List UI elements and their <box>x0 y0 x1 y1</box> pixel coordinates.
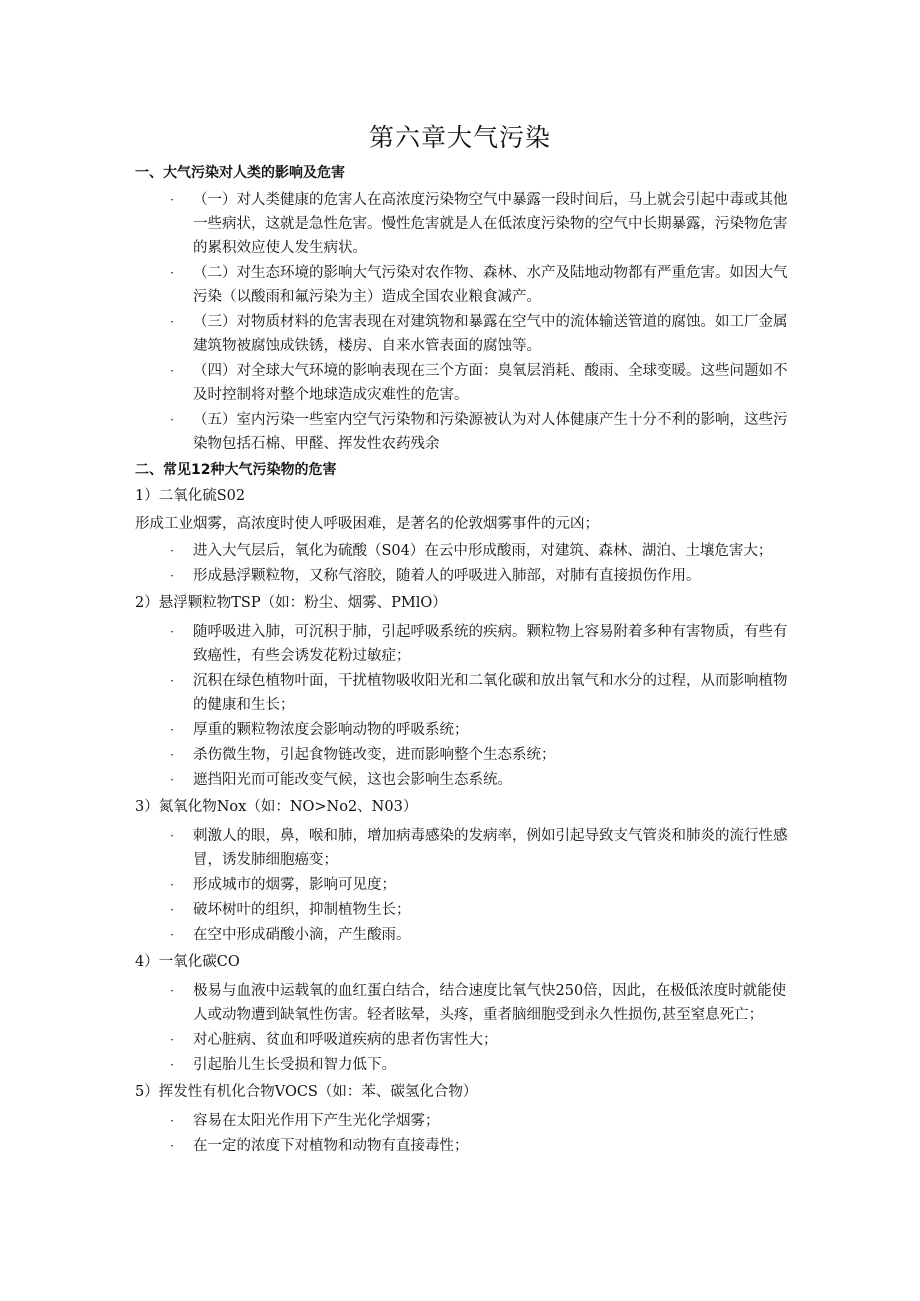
pollutant-list-nox <box>135 824 795 947</box>
list-item: · 极易与血液中运载氧的血红蛋白结合，结合速度比氧气快250倍，因此，在极低浓度时就能使人或动物遭到缺氧性伤害。轻者眩晕，头疼，重者脑细胞受到永久性损伤,甚至窒息死亡； <box>135 979 795 1027</box>
pollutant-heading-vocs: 5）挥发性有机化合物VOCS（如：苯、碳氢化合物） <box>135 1084 478 1100</box>
list-item: · 进入大气层后，氧化为硫酸（S04）在云中形成酸雨，对建筑、森林、湖泊、土壤危害大； <box>135 539 795 563</box>
bullet-icon: · <box>170 364 174 378</box>
list-item: · （二）对生态环境的影响大气污染对农作物、森林、水产及陆地动物都有严重危害。如因大气污染（以酸雨和氟污染为主）造成全国农业粮食减产。 <box>135 261 795 309</box>
pollutant-heading-co: 4）一氧化碳CO <box>135 954 240 970</box>
list-item: · 破坏树叶的组织，抑制植物生长； <box>135 898 795 922</box>
pollutant-list-co <box>135 979 795 1077</box>
list-item: · 随呼吸进入肺，可沉积于肺，引起呼吸系统的疾病。颗粒物上容易附着多种有害物质，有些有致癌性，有些会诱发花粉过敏症； <box>135 620 795 668</box>
bullet-icon: · <box>170 315 174 329</box>
list-item: · 形成悬浮颗粒物，又称气溶胶，随着人的呼吸进入肺部，对肺有直接损伤作用。 <box>135 564 795 588</box>
bullet-icon: · <box>170 569 174 583</box>
list-item: · 刺激人的眼，鼻，喉和肺，增加病毒感染的发病率，例如引起导致支气管炎和肺炎的流行性感冒，诱发肺细胞癌变； <box>135 824 795 872</box>
list-item: · 遮挡阳光而可能改变气候，这也会影响生态系统。 <box>135 768 795 792</box>
list-item: · 厚重的颗粒物浓度会影响动物的呼吸系统； <box>135 718 795 742</box>
pollutant-heading-nox: 3）氮氧化物Nox（如：NO>No2、N03） <box>135 799 418 815</box>
pollutant-list-vocs <box>135 1109 795 1158</box>
bullet-icon: · <box>170 928 174 942</box>
pollutant-heading-so2: 1）二氧化硫S02 <box>135 488 246 504</box>
list-item: · 对心脏病、贫血和呼吸道疾病的患者伤害性大； <box>135 1028 795 1052</box>
list-item: · 在空中形成硝酸小滴，产生酸雨。 <box>135 923 795 947</box>
pollutant-heading-tsp: 2）悬浮颗粒物TSP（如：粉尘、烟雾、PMlO） <box>135 595 447 611</box>
list-item: · 容易在太阳光作用下产生光化学烟雾； <box>135 1109 795 1133</box>
list-item: · （四）对全球大气环境的影响表现在三个方面：臭氧层消耗、酸雨、全球变暖。这些问题如不及时控制将对整个地球造成灾难性的危害。 <box>135 359 795 407</box>
chapter-title: 第六章大气污染 <box>368 123 551 152</box>
list-item: · 沉积在绿色植物叶面，干扰植物吸收阳光和二氧化碳和放出氧气和水分的过程，从而影响植物的健康和生长； <box>135 669 795 717</box>
bullet-icon: · <box>170 193 174 207</box>
list-item: · 引起胎儿生长受损和智力低下。 <box>135 1053 795 1077</box>
pollutant-list-tsp <box>135 620 795 792</box>
list-item: · 在一定的浓度下对植物和动物有直接毒性； <box>135 1134 795 1158</box>
bullet-icon: · <box>170 413 174 427</box>
list-item: · （五）室内污染一些室内空气污染物和污染源被认为对人体健康产生十分不利的影响，这些污染物包括石棉、甲醛、挥发性农药残余 <box>135 408 795 456</box>
bullet-icon: · <box>170 1058 174 1072</box>
section-1-list <box>135 188 795 456</box>
bullet-icon: · <box>170 544 174 558</box>
list-item: · 杀伤微生物，引起食物链改变，进而影响整个生态系统； <box>135 743 795 767</box>
list-item: · 形成城市的烟雾，影响可见度； <box>135 873 795 897</box>
list-item: · （一）对人类健康的危害人在高浓度污染物空气中暴露一段时间后，马上就会引起中毒或其他一些病状，这就是急性危害。慢性危害就是人在低浓度污染物的空气中长期暴露，污染物危害的累积效应使人发生病状。 <box>135 188 795 260</box>
document-body <box>135 163 795 1162</box>
bullet-icon: · <box>170 723 174 737</box>
section-heading-2: 二、常见12种大气污染物的危害 <box>135 462 337 478</box>
bullet-icon: · <box>170 903 174 917</box>
bullet-icon: · <box>170 1033 174 1047</box>
pollutant-intro-so2: 形成工业烟雾，高浓度时使人呼吸困难，是著名的伦敦烟雾事件的元凶； <box>135 516 599 532</box>
section-heading-1: 一、大气污染对人类的影响及危害 <box>135 165 345 181</box>
bullet-icon: · <box>170 878 174 892</box>
bullet-icon: · <box>170 984 174 998</box>
bullet-icon: · <box>170 625 174 639</box>
bullet-icon: · <box>170 1114 174 1128</box>
pollutant-list-so2 <box>135 539 795 588</box>
bullet-icon: · <box>170 829 174 843</box>
bullet-icon: · <box>170 266 174 280</box>
bullet-icon: · <box>170 1139 174 1153</box>
list-item: · （三）对物质材料的危害表现在对建筑物和暴露在空气中的流体输送管道的腐蚀。如工厂金属建筑物被腐蚀成铁锈，楼房、自来水管表面的腐蚀等。 <box>135 310 795 358</box>
bullet-icon: · <box>170 748 174 762</box>
bullet-icon: · <box>170 773 174 787</box>
bullet-icon: · <box>170 674 174 688</box>
